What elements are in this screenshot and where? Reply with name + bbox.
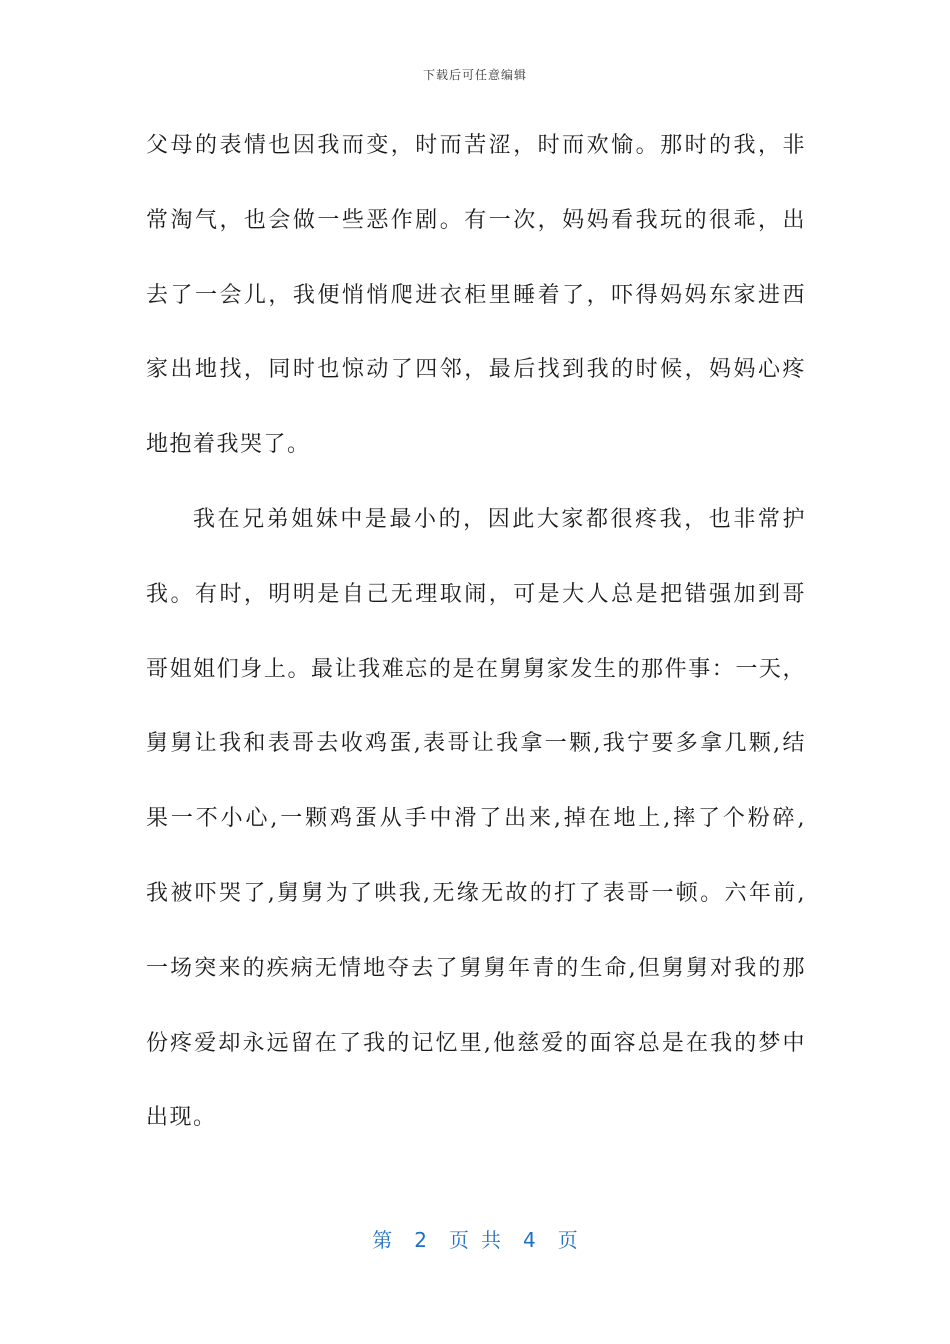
footer-total-pages: 4 <box>523 1228 536 1252</box>
page-footer <box>0 1224 950 1253</box>
paragraph-1-line-2: 常淘气，也会做一些恶作剧。有一次，妈妈看我玩的很乖，出 <box>146 207 806 233</box>
paragraph-2-line-2: 我。有时，明明是自己无理取闹，可是大人总是把错强加到哥 <box>146 581 806 607</box>
footer-prefix: 第 <box>372 1228 393 1252</box>
paragraph-2-line-7: 一场突来的疾病无情地夺去了舅舅年青的生命,但舅舅对我的那 <box>146 955 806 981</box>
paragraph-1-line-1: 父母的表情也因我而变，时而苦涩，时而欢愉。那时的我，非 <box>146 133 806 158</box>
paragraph-1-line-4: 家出地找，同时也惊动了四邻，最后找到我的时候，妈妈心疼 <box>146 357 806 383</box>
paragraph-2-line-8: 份疼爱却永远留在了我的记忆里,他慈爱的面容总是在我的梦中 <box>146 1030 806 1056</box>
page-header: 下载后可任意编辑 <box>422 68 527 82</box>
paragraph-1-line-3: 去了一会儿，我便悄悄爬进衣柜里睡着了，吓得妈妈东家进西 <box>146 282 806 308</box>
paragraph-1-line-5: 地抱着我哭了。 <box>146 432 311 458</box>
paragraph-2-line-6: 我被吓哭了,舅舅为了哄我,无缘无故的打了表哥一顿。六年前, <box>146 880 806 906</box>
paragraph-2-line-9: 出现。 <box>146 1105 217 1131</box>
footer-suffix: 页 <box>557 1228 578 1252</box>
paragraph-2-line-3: 哥姐姐们身上。最让我难忘的是在舅舅家发生的那件事：一天， <box>146 656 806 682</box>
footer-middle: 页共 <box>449 1228 513 1252</box>
paragraph-2-line-1: 我在兄弟姐妹中是最小的，因此大家都很疼我，也非常护 <box>193 506 806 532</box>
paragraph-2-line-4: 舅舅让我和表哥去收鸡蛋,表哥让我拿一颗,我宁要多拿几颗,结 <box>146 731 806 757</box>
document-body <box>146 120 806 1167</box>
paragraph-2-line-5: 果一不小心,一颗鸡蛋从手中滑了出来,掉在地上,摔了个粉碎, <box>146 806 806 832</box>
footer-current-page: 2 <box>414 1228 427 1252</box>
